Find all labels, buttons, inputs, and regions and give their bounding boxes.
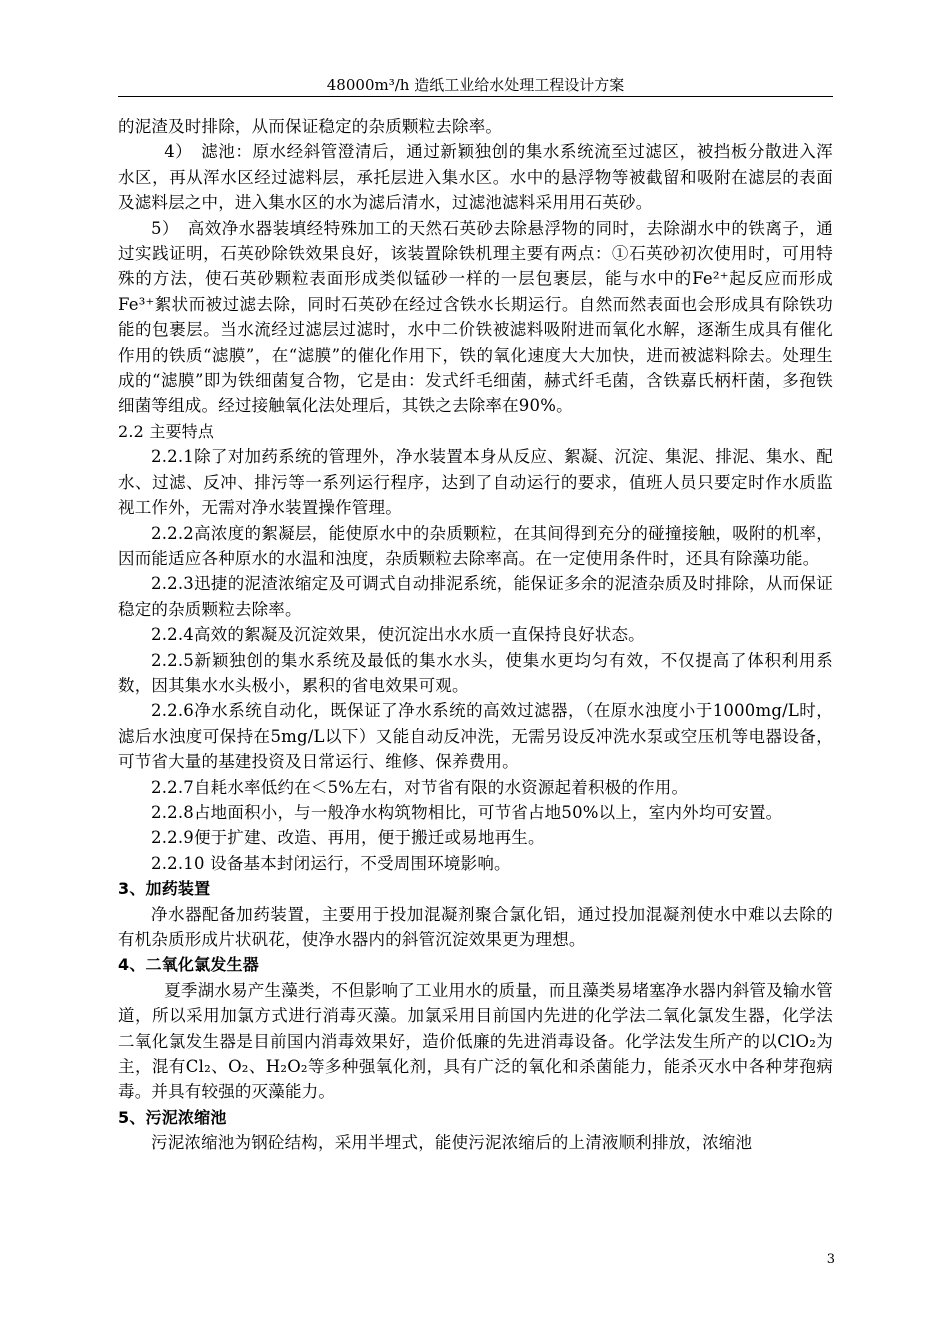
feature-item: 2.2.6净水系统自动化，既保证了净水系统的高效过滤器，（在原水浊度小于1000mg/L时，滤后水浊度可保持在5mg/L以下）又能自动反冲洗，无需另设反冲洗水泵或空压机等电器设备，可节省大量的基建投资及日常运行、维修、保养费用。 bbox=[118, 701, 833, 772]
paragraph: 的泥渣及时排除，从而保证稳定的杂质颗粒去除率。 bbox=[118, 117, 503, 136]
feature-item: 2.2.4高效的絮凝及沉淀效果，使沉淀出水水质一直保持良好状态。 bbox=[151, 625, 645, 645]
feature-item: 2.2.9便于扩建、改造、再用，便于搬迁或易地再生。 bbox=[151, 828, 545, 848]
paragraph-chlorine-dioxide: 夏季湖水易产生藻类，不但影响了工业用水的质量，而且藻类易堵塞净水器内斜管及输水管道，所以采用加氯方式进行消毒灭藻。加氯采用目前国内先进的化学法二氧化氯发生器，化学法二氧化氯发生器是目前国内消毒效果好，造价低廉的先进消毒设备。化学法发生所产的以ClO₂为主，混有Cl₂、O₂、H₂O₂等多种强氧化剂，具有广泛的氧化和杀菌能力，能杀灭水中各种芽孢病毒。并具有较强的灭藻能力。 bbox=[118, 980, 833, 1102]
paragraph-filter-pool: 4） 滤池：原水经斜管澄清后，通过新颖独创的集水系统流至过滤区，被挡板分散进入浑水区，再从浑水区经过滤料层，承托层进入集水区。水中的悬浮物等被截留和吸附在滤层的表面及滤料层之中，进入集水区的水为滤后清水，过滤池滤料采用用石英砂。 bbox=[118, 142, 833, 213]
document-title: 48000m³/h 造纸工业给水处理工程设计方案 bbox=[326, 76, 625, 94]
feature-item: 2.2.1除了对加药系统的管理外，净水装置本身从反应、絮凝、沉淀、集泥、排泥、集水、配水、过滤、反冲、排污等一系列运行程序，达到了自动运行的要求，值班人员只要定时作水质监视工作外，无需对净水装置操作管理。 bbox=[118, 447, 833, 518]
page-number: 3 bbox=[826, 1252, 835, 1267]
feature-item: 2.2.5新颖独创的集水系统及最低的集水水头，使集水更均匀有效，不仅提高了体积利用系数，因其集水水头极小，累积的省电效果可观。 bbox=[118, 650, 833, 695]
document-body bbox=[118, 114, 833, 1156]
feature-item: 2.2.7自耗水率低约在＜5%左右，对节省有限的水资源起着积极的作用。 bbox=[151, 777, 689, 797]
feature-item: 2.2.3迅捷的泥渣浓缩定及可调式自动排泥系统，能保证多余的泥渣杂质及时排除，从而保证稳定的杂质颗粒去除率。 bbox=[118, 574, 833, 619]
feature-item: 2.2.2高浓度的絮凝层，能使原水中的杂质颗粒，在其间得到充分的碰撞接触，吸附的机率，因而能适应各种原水的水温和浊度，杂质颗粒去除率高。在一定使用条件时，还具有除藻功能。 bbox=[118, 523, 833, 568]
page-header bbox=[118, 74, 833, 97]
feature-item: 2.2.8占地面积小，与一般净水构筑物相比，可节省占地50%以上，室内外均可安置。 bbox=[151, 802, 783, 822]
feature-item: 2.2.10 设备基本封闭运行，不受周围环境影响。 bbox=[151, 853, 511, 873]
paragraph-iron-removal: 5） 高效净水器装填经特殊加工的天然石英砂去除悬浮物的同时，去除湖水中的铁离子，通过实践证明，石英砂除铁效果良好，该装置除铁机理主要有两点：①石英砂初次使用时，可用特殊的方法，使石英砂颗粒表面形成类似锰砂一样的一层包裹层，能与水中的Fe²⁺起反应而形成Fe³⁺絮状而被过滤去除，同时石英砂在经过含铁水长期运行。自然而然表面也会形成具有除铁功能的包裹层。当水流经过滤层过滤时，水中二价铁被滤料吸附进而氧化水解，逐渐生成具有催化作用的铁质“滤膜”，在“滤膜”的催化作用下，铁的氧化速度大大加快，进而被滤料除去。处理生成的“滤膜”即为铁细菌复合物，它是由：发式纤毛细菌，赫式纤毛菌，含铁嘉氏柄杆菌，多孢铁细菌等组成。经过接触氧化法处理后，其铁之去除率在90%。 bbox=[118, 218, 833, 416]
section-heading-dosing-device: 3、加药装置 bbox=[118, 879, 211, 899]
section-heading-main-features: 2.2 主要特点 bbox=[118, 421, 215, 441]
section-heading-chlorine-dioxide: 4、二氧化氯发生器 bbox=[118, 955, 259, 975]
paragraph-sludge-thickener: 污泥浓缩池为钢砼结构，采用半埋式，能使污泥浓缩后的上清液顺利排放，浓缩池 bbox=[151, 1133, 753, 1153]
paragraph-dosing-device: 净水器配备加药装置，主要用于投加混凝剂聚合氯化铝，通过投加混凝剂使水中难以去除的有机杂质形成片状矾花，使净水器内的斜管沉淀效果更为理想。 bbox=[118, 904, 833, 949]
section-heading-sludge-thickener: 5、污泥浓缩池 bbox=[118, 1107, 227, 1127]
